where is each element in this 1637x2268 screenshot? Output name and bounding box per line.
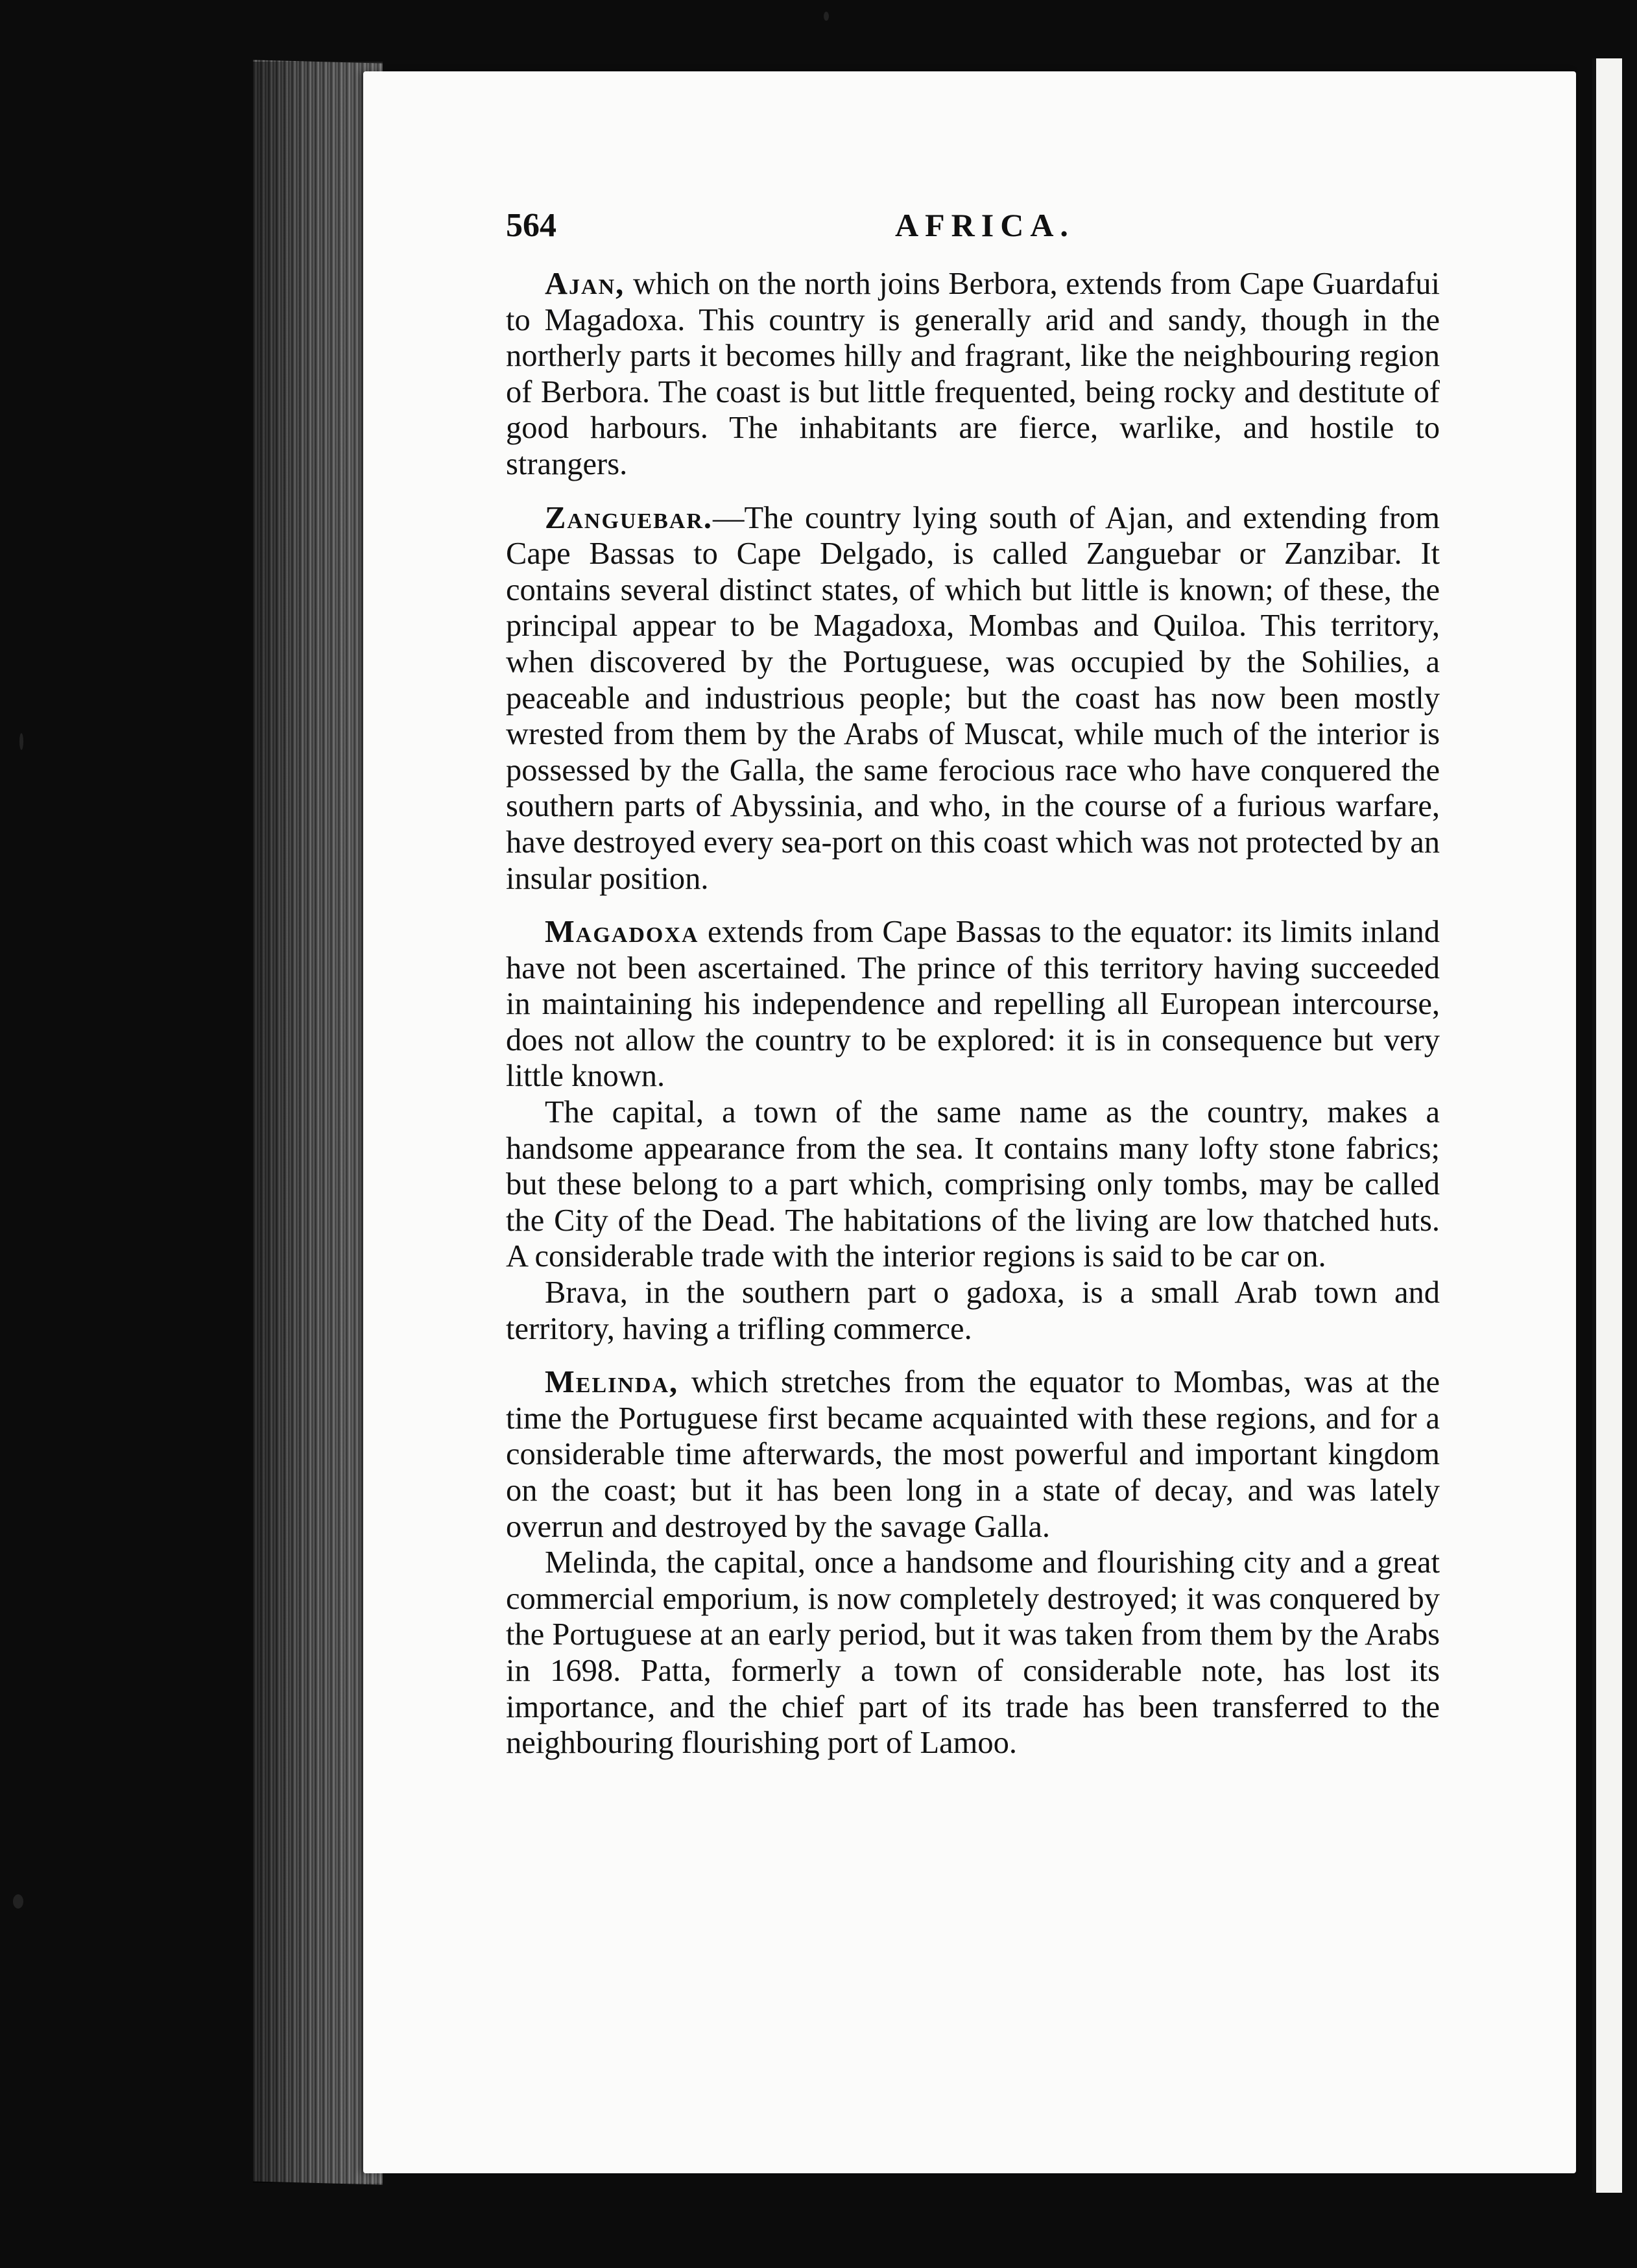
page-number: 564	[506, 207, 556, 244]
body-text	[506, 266, 1440, 1761]
paragraph-text: which on the north joins Berbora, extends from Cape Guardafui to Magadoxa. This country is generally arid and sandy, though in the northerly parts it becomes hilly and fragrant, like the neighbouring region of Berbora. The coast is but little frequented, being rocky and destitute of good harbours. The inhabitants are fierce, warlike, and hostile to strangers.	[506, 267, 1440, 481]
scan-speck	[824, 12, 829, 21]
paragraph-melinda	[506, 1364, 1440, 1545]
paragraph-ajan	[506, 266, 1440, 483]
paragraph-text: The capital, a town of the same name as the country, makes a handsome appearance from the sea. It contains many lofty stone fabrics; but these belong to a part which, comprising only tombs, may be called the City of the Dead. The habitations of the living are low thatched huts. A considerable trade with the interior regions is said to be car on.	[506, 1095, 1440, 1274]
paragraph-text: Melinda, the capital, once a handsome and flourishing city and a great commercial emporium, is now completely destroyed; it was conquered by the Portuguese at an early period, but it was taken from them by the Arabs in 1698. Patta, formerly a town of considerable note, has lost its importance, and the chief part of its trade has been transferred to the neighbouring flourishing port of Lamoo.	[506, 1545, 1440, 1761]
section-lead: Melinda,	[545, 1365, 679, 1400]
scan-speck	[19, 733, 23, 750]
facing-page-edge	[1592, 58, 1622, 2193]
section-lead: Ajan,	[545, 267, 625, 301]
paragraph-text: which stretches from the equator to Mombas, was at the time the Portuguese first became acquainted with these regions, and for a considerable time afterwards, the most powerful and important kingdom on the coast; but it has been long in a state of decay, and was lately overrun and destroyed by the savage Galla.	[506, 1365, 1440, 1544]
running-head: AFRICA.	[895, 207, 1075, 243]
section-lead: Magadoxa	[545, 915, 699, 950]
paragraph-text: —The country lying south of Ajan, and extending from Cape Bassas to Cape Delgado, is called Zanguebar or Zanzibar. It contains several distinct states, of which but little is known; of these, the principal appear to be Magadoxa, Mombas and Quiloa. This territory, when discovered by the Portuguese, was occupied by the Sohilies, a peaceable and industrious people; but the coast has now been mostly wrested from them by the Arabs of Muscat, while much of the interior is possessed by the Galla, the same ferocious race who have conquered the southern parts of Abyssinia, and who, in the course of a furious warfare, have destroyed every sea-port on this coast which was not protected by an insular position.	[506, 500, 1440, 896]
section-lead: Zanguebar.	[545, 500, 713, 535]
paragraph-magadoxa	[506, 914, 1440, 1094]
paragraph-text: extends from Cape Bassas to the equator: its limits inland have not been ascertained. The prince of this territory having succeeded in maintaining his independence and repelling all European intercourse, does not allow the country to be explored: it is in consequence but very little known.	[506, 915, 1440, 1094]
page-header	[506, 206, 1433, 252]
paragraph-brava	[506, 1275, 1440, 1347]
paragraph-capital	[506, 1094, 1440, 1275]
paragraph-melinda-capital	[506, 1545, 1440, 1761]
paragraph-text: Brava, in the southern part o gadoxa, is a small Arab town and territory, having a trifling commerce.	[506, 1275, 1440, 1346]
scan-speck	[13, 1894, 23, 1909]
paragraph-zanguebar	[506, 500, 1440, 897]
